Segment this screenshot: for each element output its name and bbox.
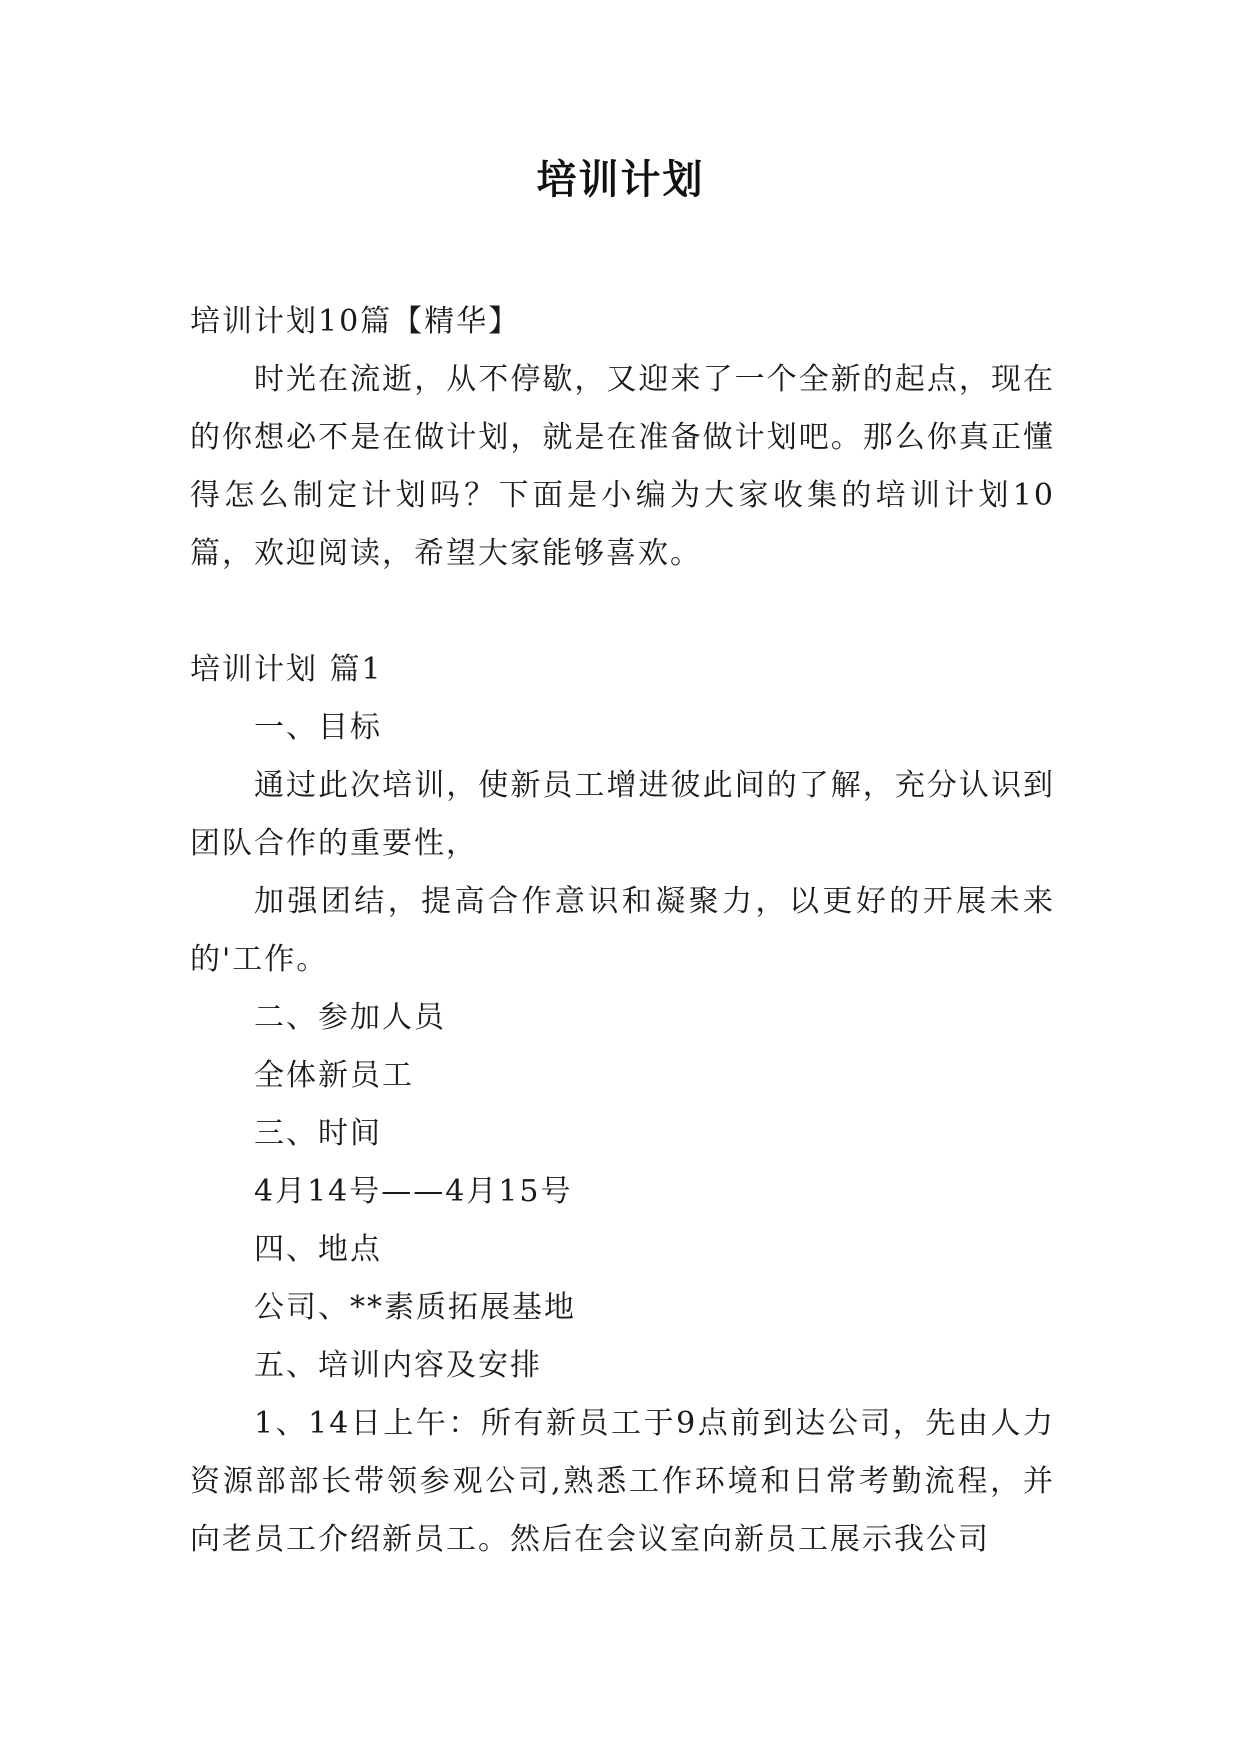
heading-time: 三、时间 — [254, 1116, 382, 1151]
heading-goal: 一、目标 — [254, 710, 382, 745]
body-paragraph: 全体新员工 — [254, 1058, 414, 1093]
paragraph-gap — [190, 583, 1055, 641]
heading-location: 四、地点 — [254, 1232, 382, 1267]
document-subtitle: 培训计划10篇【精华】 — [190, 304, 521, 339]
body-paragraph: 4月14号——4月15号 — [254, 1174, 573, 1209]
body-paragraph: 通过此次培训，使新员工增进彼此间的了解，充分认识到团队合作的重要性， — [190, 768, 1055, 861]
section-heading: 培训计划 篇1 — [190, 652, 383, 687]
document-title: 培训计划 — [536, 156, 705, 203]
body-paragraph: 公司、**素质拓展基地 — [254, 1290, 576, 1325]
document-body — [190, 293, 1055, 1569]
intro-paragraph: 时光在流逝，从不停歇，又迎来了一个全新的起点，现在的你想必不是在做计划，就是在准备做计划吧。那么你真正懂得怎么制定计划吗？下面是小编为大家收集的培训计划10篇，欢迎阅读，希望大家能够喜欢。 — [190, 362, 1055, 571]
body-paragraph: 加强团结，提高合作意识和凝聚力，以更好的开展未来的'工作。 — [190, 884, 1055, 977]
heading-participants: 二、参加人员 — [254, 1000, 446, 1035]
body-paragraph: 1、14日上午：所有新员工于9点前到达公司，先由人力资源部部长带领参观公司,熟悉工作环境和日常考勤流程，并向老员工介绍新员工。然后在会议室向新员工展示我公司 — [190, 1406, 1055, 1557]
heading-content: 五、培训内容及安排 — [254, 1348, 542, 1383]
